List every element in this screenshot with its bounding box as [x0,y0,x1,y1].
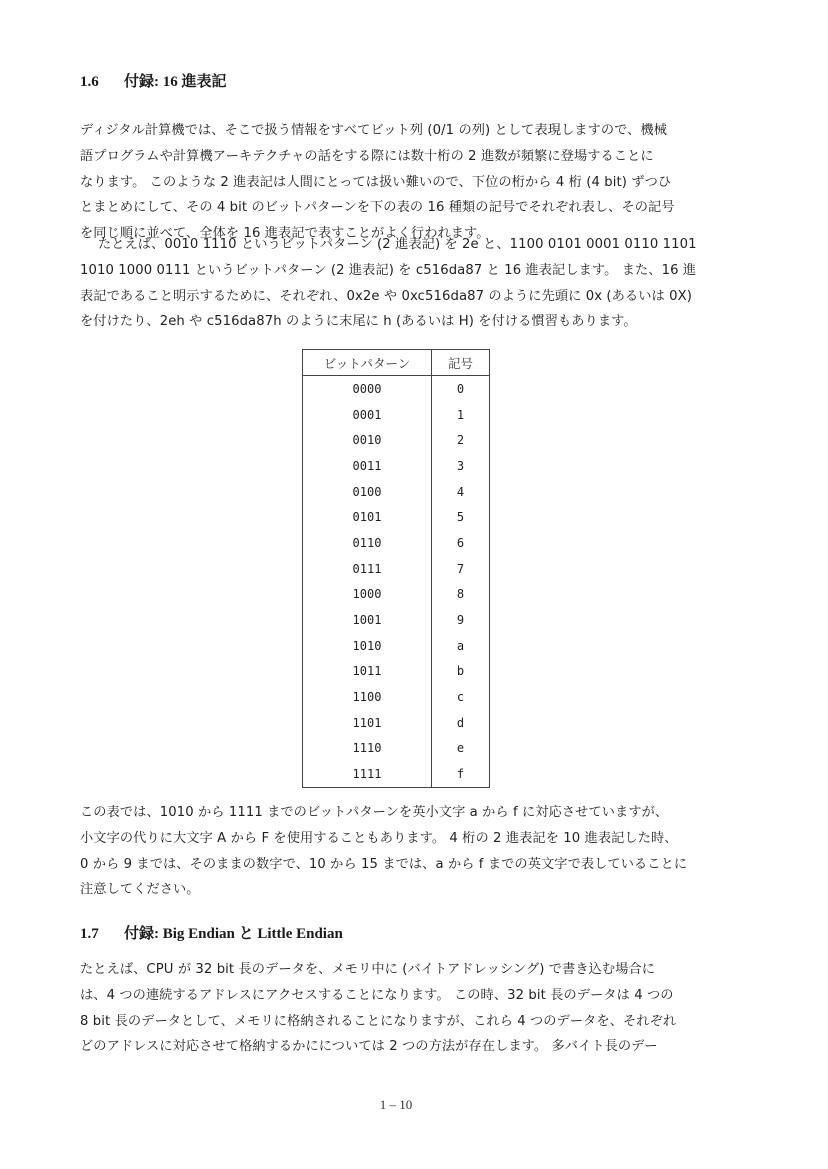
table-header-row [303,350,490,376]
table-row [303,530,490,556]
bit-pattern-cell: 0011 [303,453,432,479]
table-row [303,684,490,710]
paragraph-example [80,232,712,335]
bit-pattern-cell: 1001 [303,607,432,633]
section-heading-1-7 [80,922,343,943]
symbol-cell: 4 [432,479,490,505]
symbol-cell: f [432,761,490,787]
text-line: 1010 1000 0111 というビットパターン (2 進表記) を c516da87 と 16 進表記します。 また、16 進 [80,262,697,278]
bit-pattern-cell: 1010 [303,633,432,659]
bit-pattern-cell: 0000 [303,376,432,402]
text-line: どのアドレスに対応させて格納するかにについては 2 つの方法が存在します。 多バイト長のデー [80,1039,658,1055]
symbol-cell: 3 [432,453,490,479]
text-line: たとえば、0010 1110 というビットパターン (2 進表記) を 2e と、1100 0101 0001 0110 1101 [98,237,697,252]
text-line: 小文字の代りに大文字 A から F を使用することもあります。 4 桁の 2 進表記を 10 進表記した時、 [80,830,678,846]
symbol-cell: 6 [432,530,490,556]
text-line: を付けたり、2eh や c516da87h のように末尾に h (あるいは H) を付ける慣習もあります。 [80,314,637,330]
bit-pattern-cell: 0101 [303,504,432,530]
section-title: 付録: 16 進表記 [124,74,227,90]
symbol-cell: e [432,736,490,762]
text-line: なります。 このような 2 進表記は人間にとっては扱い難いので、下位の桁から 4 桁 (4 bit) ずつひ [80,174,672,190]
symbol-cell: 7 [432,556,490,582]
section-number: 1.7 [80,926,99,942]
table-row [303,453,490,479]
table-row [303,427,490,453]
text-line: とまとめにして、その 4 bit のビットパターンを下の表の 16 種類の記号でそれぞれ表し、その記号 [80,200,675,216]
column-header-bit-pattern: ビットパターン [303,350,432,376]
hex-mapping-table [302,349,490,788]
table-row [303,761,490,787]
bit-pattern-cell: 1011 [303,659,432,685]
bit-pattern-cell: 0110 [303,530,432,556]
table-row [303,659,490,685]
table-row [303,633,490,659]
paragraph-note [80,800,712,903]
section-title: 付録: Big Endian と Little Endian [124,926,343,942]
bit-pattern-cell: 0001 [303,402,432,428]
text-line: 表記であること明示するために、それぞれ、0x2e や 0xc516da87 のように先頭に 0x (あるいは 0X) [80,288,692,304]
text-line: は、4 つの連続するアドレスにアクセスすることになります。 この時、32 bit 長のデータは 4 つの [80,987,674,1003]
symbol-cell: d [432,710,490,736]
text-line: を同じ順に並べて、全体を 16 進表記で表すことがよく行われます。 [80,226,490,242]
paragraph-intro [80,118,712,247]
bit-pattern-cell: 1100 [303,684,432,710]
bit-pattern-cell: 0100 [303,479,432,505]
bit-pattern-cell: 1101 [303,710,432,736]
text-line: 0 から 9 までは、そのままの数字で、10 から 15 までは、a から f までの英文字で表していることに [80,856,688,872]
column-header-symbol: 記号 [432,350,490,376]
symbol-cell: a [432,633,490,659]
bit-pattern-cell: 1000 [303,582,432,608]
bit-pattern-cell: 1111 [303,761,432,787]
text-line: 語プログラムや計算機アーキテクチャの話をする際には数十桁の 2 進数が頻繁に登場することに [80,148,654,164]
symbol-cell: b [432,659,490,685]
section-number: 1.6 [80,74,99,90]
paragraph-endian [80,957,712,1060]
bit-pattern-cell: 0010 [303,427,432,453]
section-heading-1-6 [80,70,227,91]
table-row [303,607,490,633]
text-line: 8 bit 長のデータとして、メモリに格納されることになりますが、これら 4 つのデータを、それぞれ [80,1013,677,1029]
table-row [303,376,490,402]
symbol-cell: 0 [432,376,490,402]
table-row [303,504,490,530]
table-row [303,402,490,428]
symbol-cell: 1 [432,402,490,428]
symbol-cell: 5 [432,504,490,530]
table-row [303,479,490,505]
symbol-cell: 9 [432,607,490,633]
symbol-cell: c [432,684,490,710]
symbol-cell: 8 [432,582,490,608]
table-row [303,736,490,762]
table-row [303,582,490,608]
table-row [303,710,490,736]
text-line: ディジタル計算機では、そこで扱う情報をすべてビット列 (0/1 の列) として表現しますので、機械 [80,123,668,138]
bit-pattern-cell: 1110 [303,736,432,762]
table-row [303,556,490,582]
text-line: この表では、1010 から 1111 までのビットパターンを英小文字 a から f に対応させていますが、 [80,805,669,820]
page-number: 1 – 10 [379,1097,413,1112]
symbol-cell: 2 [432,427,490,453]
bit-pattern-cell: 0111 [303,556,432,582]
text-line: 注意してください。 [80,882,200,898]
text-line: たとえば、CPU が 32 bit 長のデータを、メモリ中に (バイトアドレッシング) で書き込む場合に [80,962,656,977]
